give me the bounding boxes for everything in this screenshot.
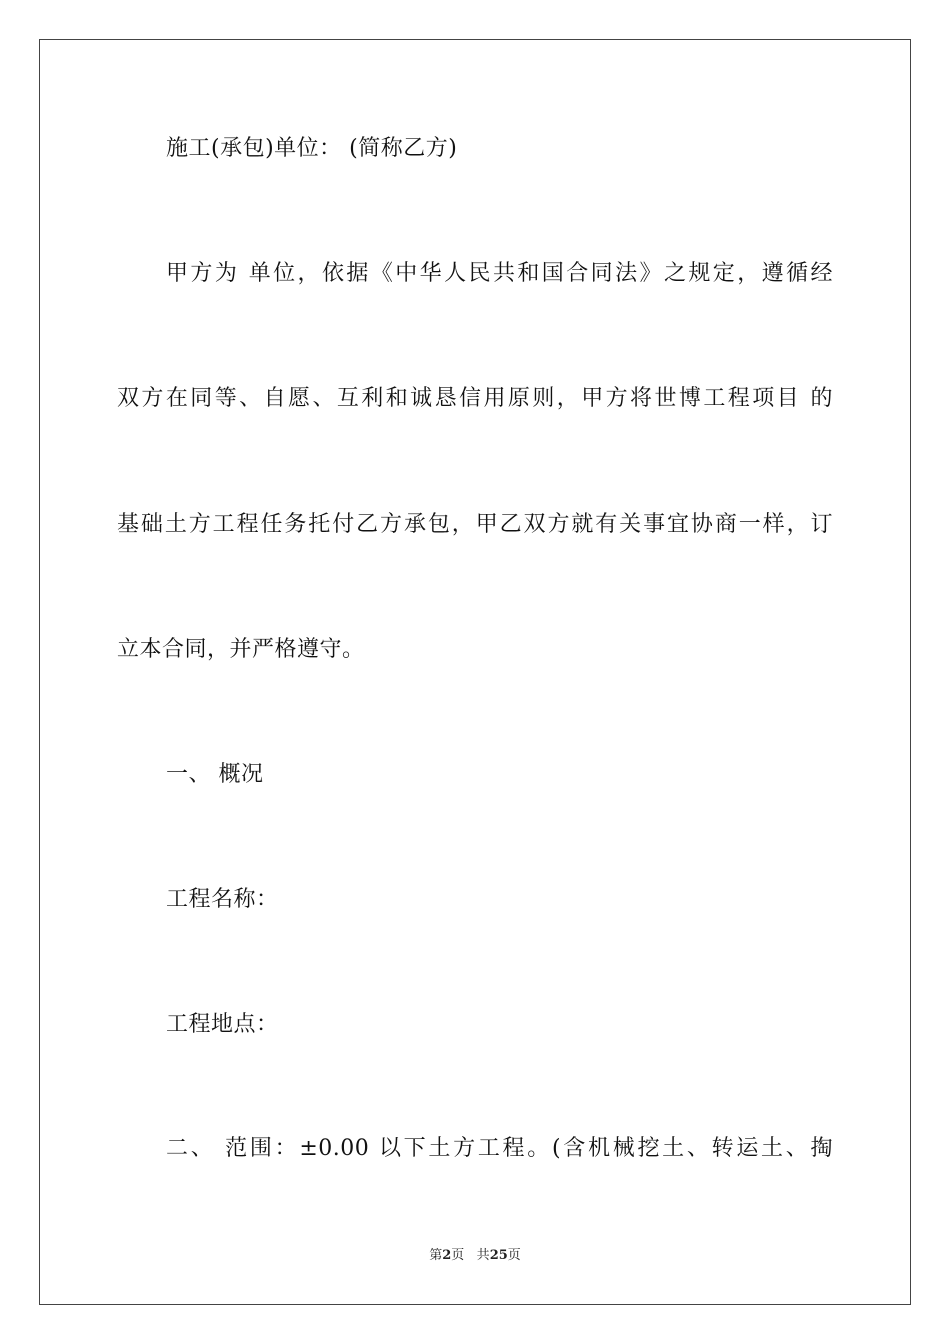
page-prefix: 第 xyxy=(429,1248,443,1263)
paragraph-line-3: 基础土方工程任务托付乙方承包，甲乙双方就有关事宜协商一样，订 xyxy=(117,512,833,537)
total-prefix: 共 xyxy=(476,1248,490,1263)
page-suffix: 页 xyxy=(451,1248,465,1263)
paragraph-line-1: 甲方为 单位，依据《中华人民共和国合同法》之规定，遵循经 xyxy=(166,261,833,286)
section-heading-scope: 二、 范围：±0.00 以下土方工程。(含机械挖土、转运土、掏 xyxy=(166,1136,833,1161)
page-border xyxy=(39,39,911,1305)
page-footer xyxy=(0,1247,950,1265)
total-pages: 25 xyxy=(489,1248,508,1263)
total-suffix: 页 xyxy=(507,1248,521,1263)
paragraph-line-4: 立本合同，并严格遵守。 xyxy=(117,637,365,662)
paragraph-line-2: 双方在同等、自愿、互利和诚恳信用原则，甲方将世博工程项目 的 xyxy=(117,386,833,411)
project-location-field: 工程地点： xyxy=(166,1012,279,1037)
project-name-field: 工程名称： xyxy=(166,887,279,912)
section-heading-overview: 一、 概况 xyxy=(166,762,264,787)
contractor-unit-line: 施工(承包)单位： (简称乙方) xyxy=(166,136,458,161)
page-number: 2 xyxy=(442,1248,452,1263)
